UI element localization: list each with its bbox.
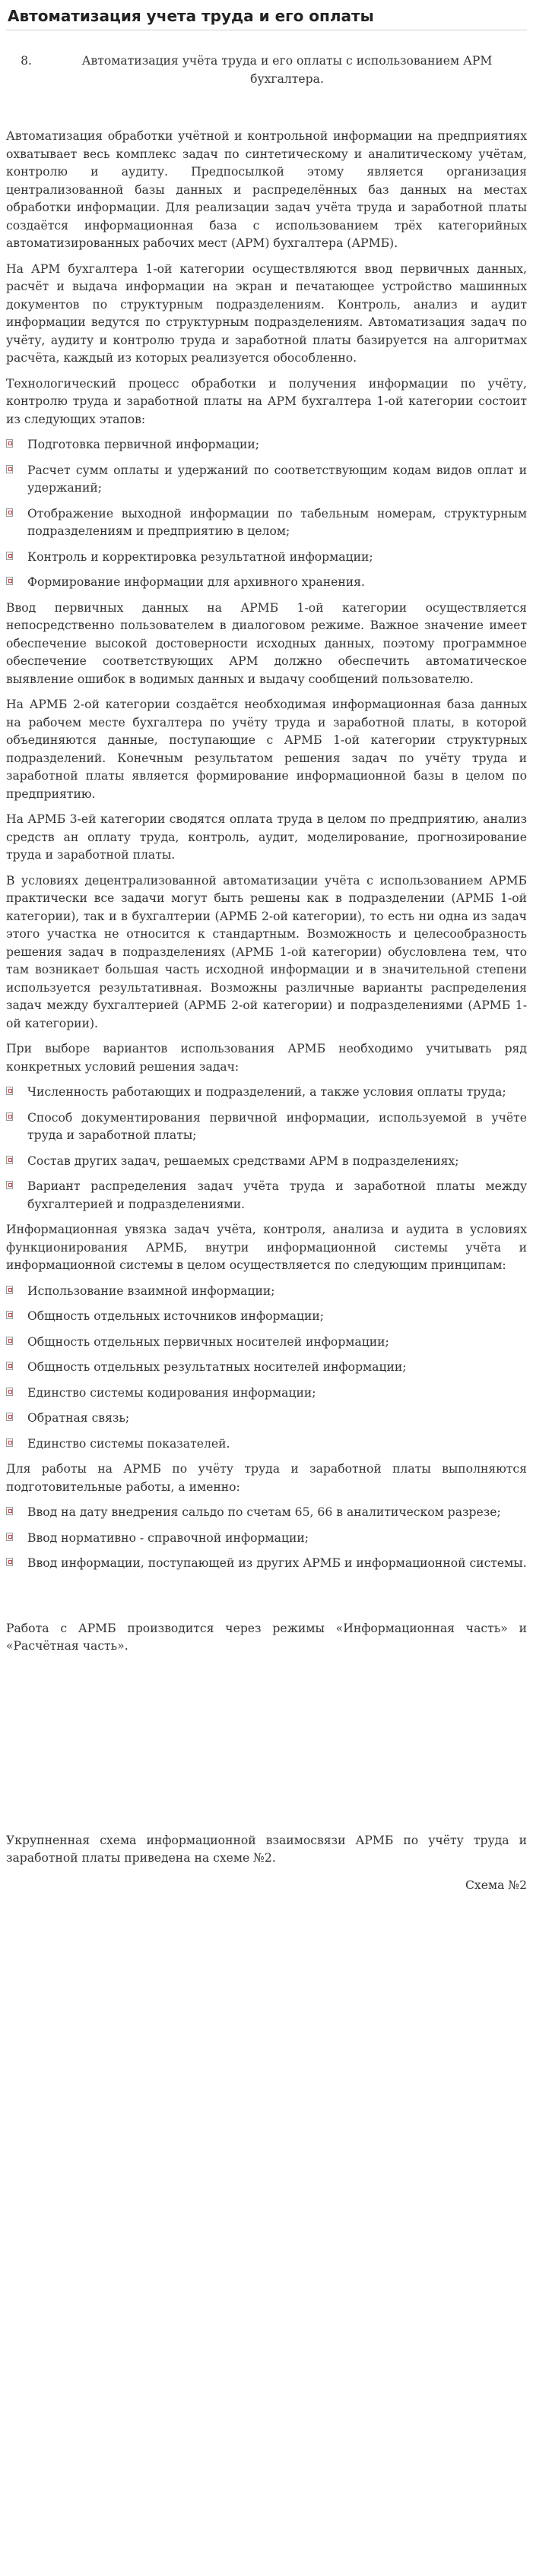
list-item: Использование взаимной информации; [6,1283,527,1301]
broken-image-icon [6,1435,27,1446]
list-item: Единство системы кодирования информации; [6,1385,527,1403]
broken-image-icon [6,1385,27,1395]
broken-image-icon [6,1334,27,1344]
list-item: Контроль и корректировка результатной информации; [6,549,527,567]
paragraph: Для работы на АРМБ по учёту труда и заработной платы выполняются подготовительные работы, а именно: [6,1462,527,1494]
document-page [0,5,533,1894]
paragraph: Укрупненная схема информационной взаимосвязи АРМБ по учёту труда и заработной платы приведена на схеме №2. [6,1833,527,1865]
list-item: Расчет сумм оплаты и удержаний по соответствующим кодам видов оплат и удержаний; [6,462,527,498]
list-item: Способ документирования первичной информации, используемой в учёте труда и заработной платы; [6,1109,527,1145]
list-item: Единство системы показателей. [6,1435,527,1454]
list-item: Численность работающих и подразделений, а также условия оплаты труда; [6,1084,527,1102]
paragraph: На АРМБ 2-ой категории создаётся необходимая информационная база данных на рабочем месте бухгалтера по учёту труда и заработной платы, в которой объединяются данные, поступающие с АРМБ 1-ой категории структурных подразделений. Конечным результатом решения задач по учёту труда и заработной платы является формирование информационной базы в целом по предприятию. [6,698,527,801]
paragraph: Ввод первичных данных на АРМБ 1-ой категории осуществляется непосредственно пользователем в диалоговом режиме. Важное значение имеет обеспечение высокой достоверности исходных данных, поэтому программное обеспечение соответствующих АРМ должно обеспечить автоматическое выявление ошибок в водимых данных и выдачу сообщений пользователю. [6,600,527,686]
paragraph: Информационная увязка задач учёта, контроля, анализа и аудита в условиях функционирования АРМБ, внутри информационной системы учёта и информационной системы в целом осуществляется по следующим принципам: [6,1223,527,1272]
paragraph: Автоматизация обработки учётной и контрольной информации на предприятиях охватывает весь комплекс задач по синтетическому и аналитическому учётам, контролю и аудиту. Предпосылкой этому является организация централизованной базы данных и распределённых баз данных на местах обработки информации. Для реализации задач учёта труда и заработной платы создаётся информационная база с использованием трёх категорийных автоматизированных рабочих мест (АРМ) бухгалтера (АРМБ). [6,129,527,250]
section-number: 8. [21,54,32,68]
list-item: Общность отдельных результатных носителей информации; [6,1359,527,1377]
list-item: Подготовка первичной информации; [6,436,527,454]
broken-image-icon [6,1283,27,1293]
broken-image-icon [6,1109,27,1120]
list-item: Ввод информации, поступающей из других АРМБ и информационной системы. [6,1555,527,1573]
stages-list [6,436,527,592]
broken-image-icon [6,1504,27,1514]
broken-image-icon [6,1308,27,1318]
broken-image-icon [6,549,27,559]
broken-image-icon [6,1178,27,1188]
list-item: Обратная связь; [6,1410,527,1428]
list-item: Общность отдельных первичных носителей информации; [6,1334,527,1352]
paragraph: На АРМБ 3-ей категории сводятся оплата труда в целом по предприятию, анализ средств ан оплату труда, контроль, аудит, моделирование, прогнозирование труда и заработной платы. [6,812,527,862]
conditions-list [6,1084,527,1214]
broken-image-icon [6,1555,27,1565]
principles-list [6,1283,527,1454]
broken-image-icon [6,574,27,584]
broken-image-icon [6,1530,27,1540]
broken-image-icon [6,462,27,473]
broken-image-icon [6,1410,27,1420]
paragraph: На АРМ бухгалтера 1-ой категории осуществляются ввод первичных данных, расчёт и выдача информации на экран и печатающее устройство машинных документов по структурным подразделениям. Контроль, анализ и аудит информации ведутся по структурным подразделениям. Автоматизация задач по учёту, аудиту и контролю труда и заработной платы базируется на алгоритмах расчёта, каждый из которых реализуется обособленно. [6,261,527,365]
page-title: Автоматизация учета труда и его оплаты [8,7,374,25]
broken-image-icon [6,1153,27,1163]
section-heading [6,52,527,88]
broken-image-icon [6,1084,27,1094]
section-title: Автоматизация учёта труда и его оплаты с использованием АРМ бухгалтера. [81,54,493,86]
broken-image-icon [6,1359,27,1369]
list-item: Ввод на дату внедрения сальдо по счетам 65, 66 в аналитическом разрезе; [6,1504,527,1522]
list-item: Ввод нормативно - справочной информации; [6,1530,527,1548]
paragraph: Технологический процесс обработки и получения информации по учёту, контролю труда и заработной платы на АРМ бухгалтера 1-ой категории состоит из следующих этапов: [6,376,527,426]
broken-image-icon [6,505,27,516]
list-item: Общность отдельных источников информации; [6,1308,527,1326]
paragraph: В условиях децентрализованной автоматизации учёта с использованием АРМБ практически все задачи могут быть решены как в подразделении (АРМБ 1-ой категории), так и в бухгалтерии (АРМБ 2-ой категории), то есть ни одна из задач этого участка не относится к стандартным. Возможность и целесообразность решения задач в подразделениях (АРМБ 1-ой категории) обусловлена тем, что там возникает большая часть исходной информации и в значительной степени используется результативная. Возможны различные варианты распределения задач между бухгалтерией (АРМБ 2-ой категории) и подразделениями (АРМБ 1-ой категории). [6,873,527,1030]
list-item: Состав других задач, решаемых средствами АРМ в подразделениях; [6,1153,527,1171]
list-item: Формирование информации для архивного хранения. [6,574,527,592]
broken-image-icon [6,436,27,447]
paragraph: При выборе вариантов использования АРМБ необходимо учитывать ряд конкретных условий решения задач: [6,1042,527,1074]
paragraph: Работа с АРМБ производится через режимы «Информационная часть» и «Расчётная часть». [6,1621,527,1653]
list-item: Отображение выходной информации по табельным номерам, структурным подразделениям и предприятию в целом; [6,505,527,541]
scheme-label: Схема №2 [465,1878,527,1892]
list-item: Вариант распределения задач учёта труда и заработной платы между бухгалтерией и подразделениями. [6,1178,527,1214]
prep-list [6,1504,527,1573]
